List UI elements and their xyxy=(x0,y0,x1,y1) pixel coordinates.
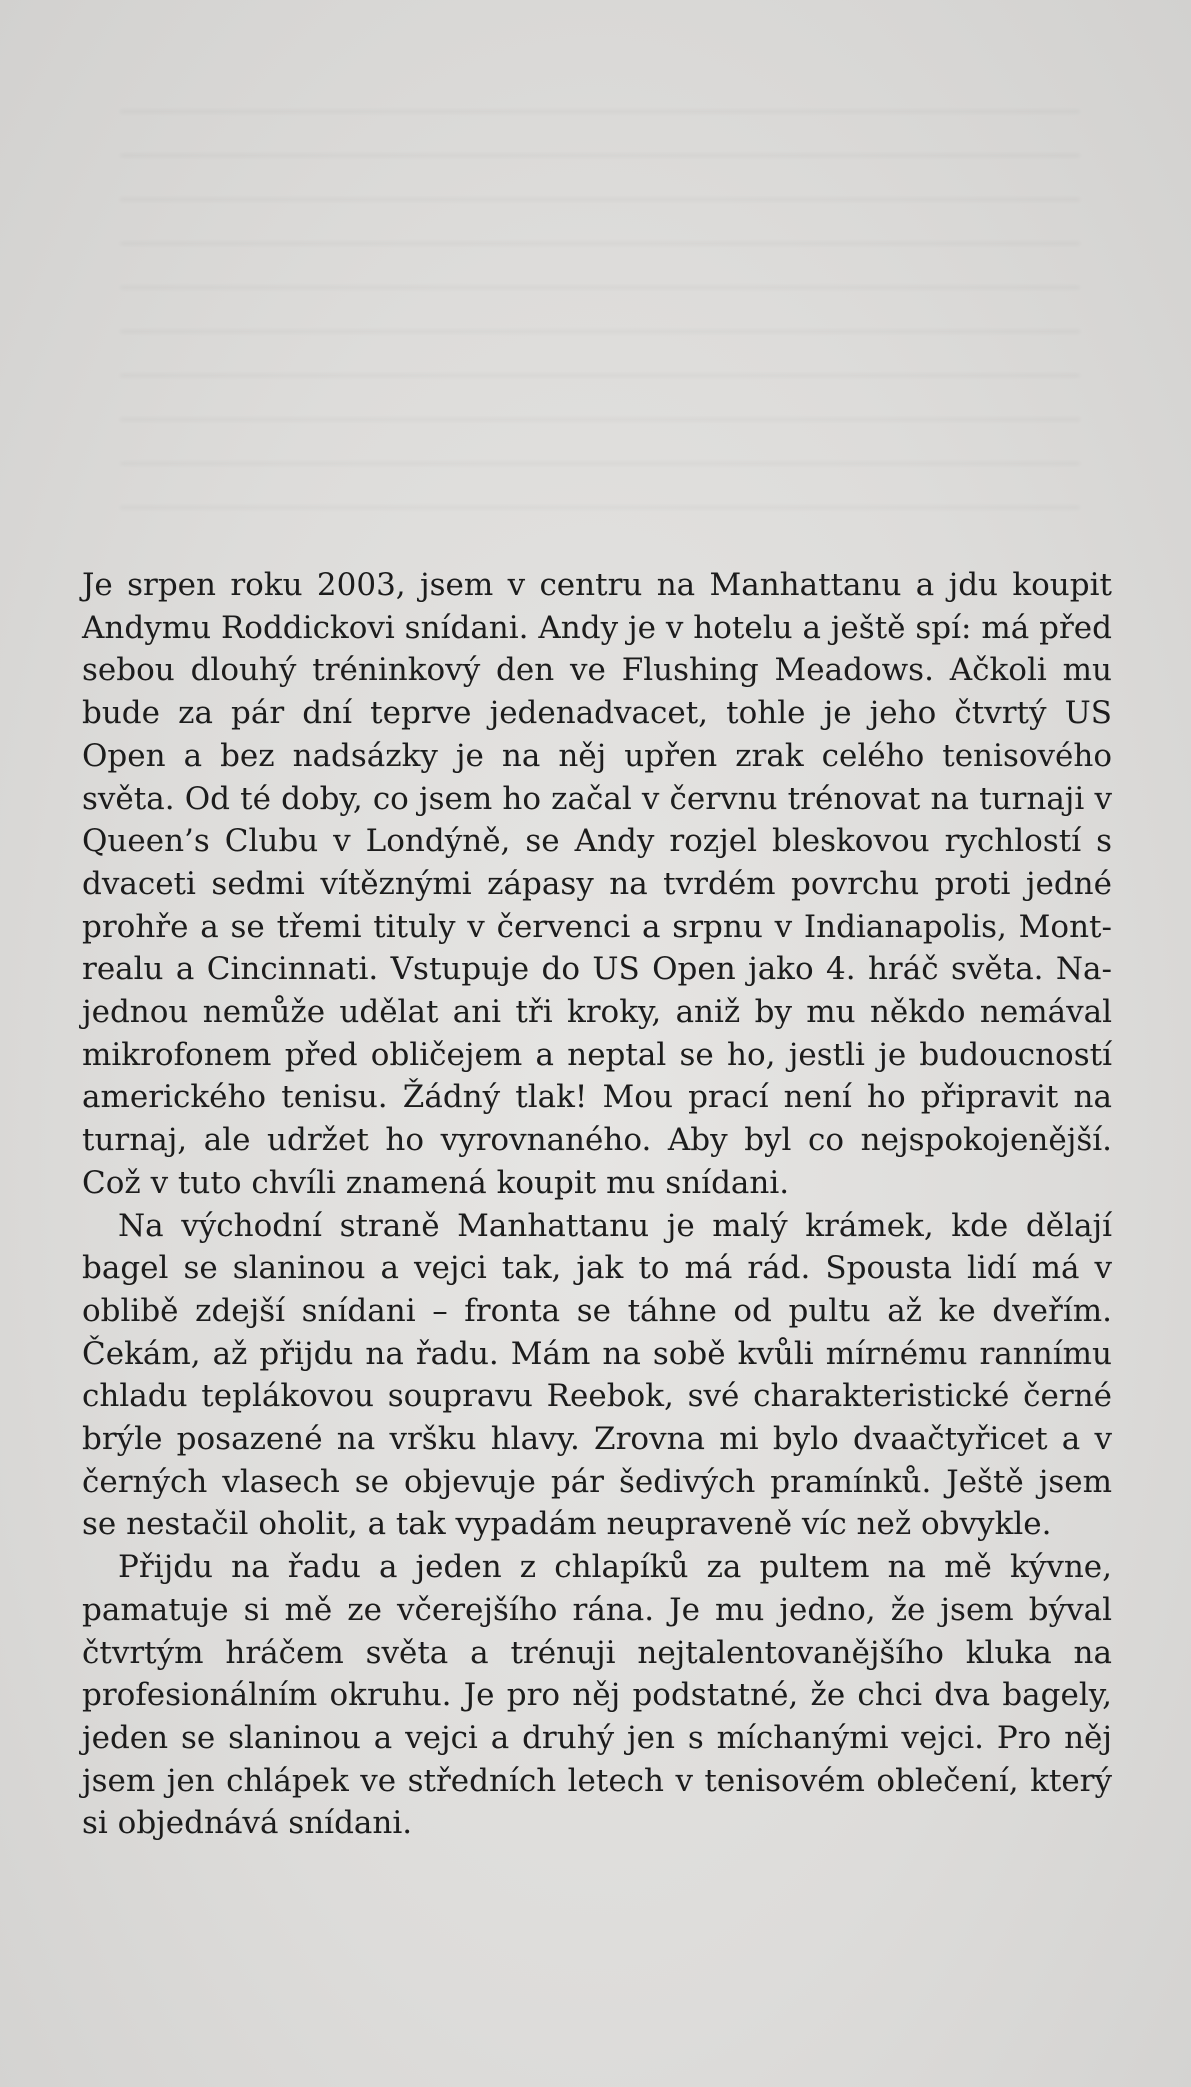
paragraph: Je srpen roku 2003, jsem v centru na Manhattanu a jdu koupit Andymu Roddickovi snídani. Andy je v hotelu a ještě spí: má před sebou dlouhý tréninkový den ve Flushing Meadows. Ačkoli mu bude za pár dní teprve jedenadvacet, tohle je jeho čtvrtý US Open a bez nadsázky je na něj upřen zrak celého tenisového světa. Od té doby, co jsem ho začal v červnu trénovat na turnaji v Queen’s Clubu v Londýně, se Andy rozjel bleskovou rychlostí s dvaceti sedmi vítěznými zápasy na tvrdém povrchu proti jedné prohře a se třemi tituly v červenci a srpnu v Indianapolis, Montrealu a Cincinnati. Vstupuje do US Open jako 4. hráč světa. Najednou nemůže udělat ani tři kroky, aniž by mu někdo nemával mikrofonem před obličejem a neptal se ho, jestli je budoucností amerického tenisu. Žádný tlak! Mou prací není ho připravit na turnaj, ale udržet ho vyrovnaného. Aby byl co nejspokojenější. Což v tuto chvíli znamená koupit mu snídani. xyxy=(82,567,1112,1201)
paragraph: Přijdu na řadu a jeden z chlapíků za pultem na mě kývne, pamatuje si mě ze včerejšího rána. Je mu jedno, že jsem býval čtvrtým hráčem světa a trénuji nejtalentovanějšího kluka na profesionálním okruhu. Je pro něj podstatné, že chci dva bagely, jeden se slaninou a vejci a druhý jen s míchanými vejci. Pro něj jsem jen chlápek ve středních letech v tenisovém oblečení, který si objednává snídani. xyxy=(82,1549,1112,1842)
paragraph: Na východní straně Manhattanu je malý krámek, kde dělají bagel se slaninou a vejci tak, jak to má rád. Spousta lidí má v oblibě zdejší snídani – fronta se táhne od pultu až ke dveřím. Čekám, až přijdu na řadu. Mám na sobě kvůli mírnému rannímu chladu teplákovou soupravu Reebok, své charakteristické černé brýle posazené na vršku hlavy. Zrovna mi bylo dvaačtyřicet a v černých vlasech se objevuje pár šedivých pramínků. Ještě jsem se nestačil oholit, a tak vypadám neupraveně víc než obvykle. xyxy=(82,1207,1112,1543)
show-through-text xyxy=(120,110,1080,540)
body-text xyxy=(82,564,1112,1845)
